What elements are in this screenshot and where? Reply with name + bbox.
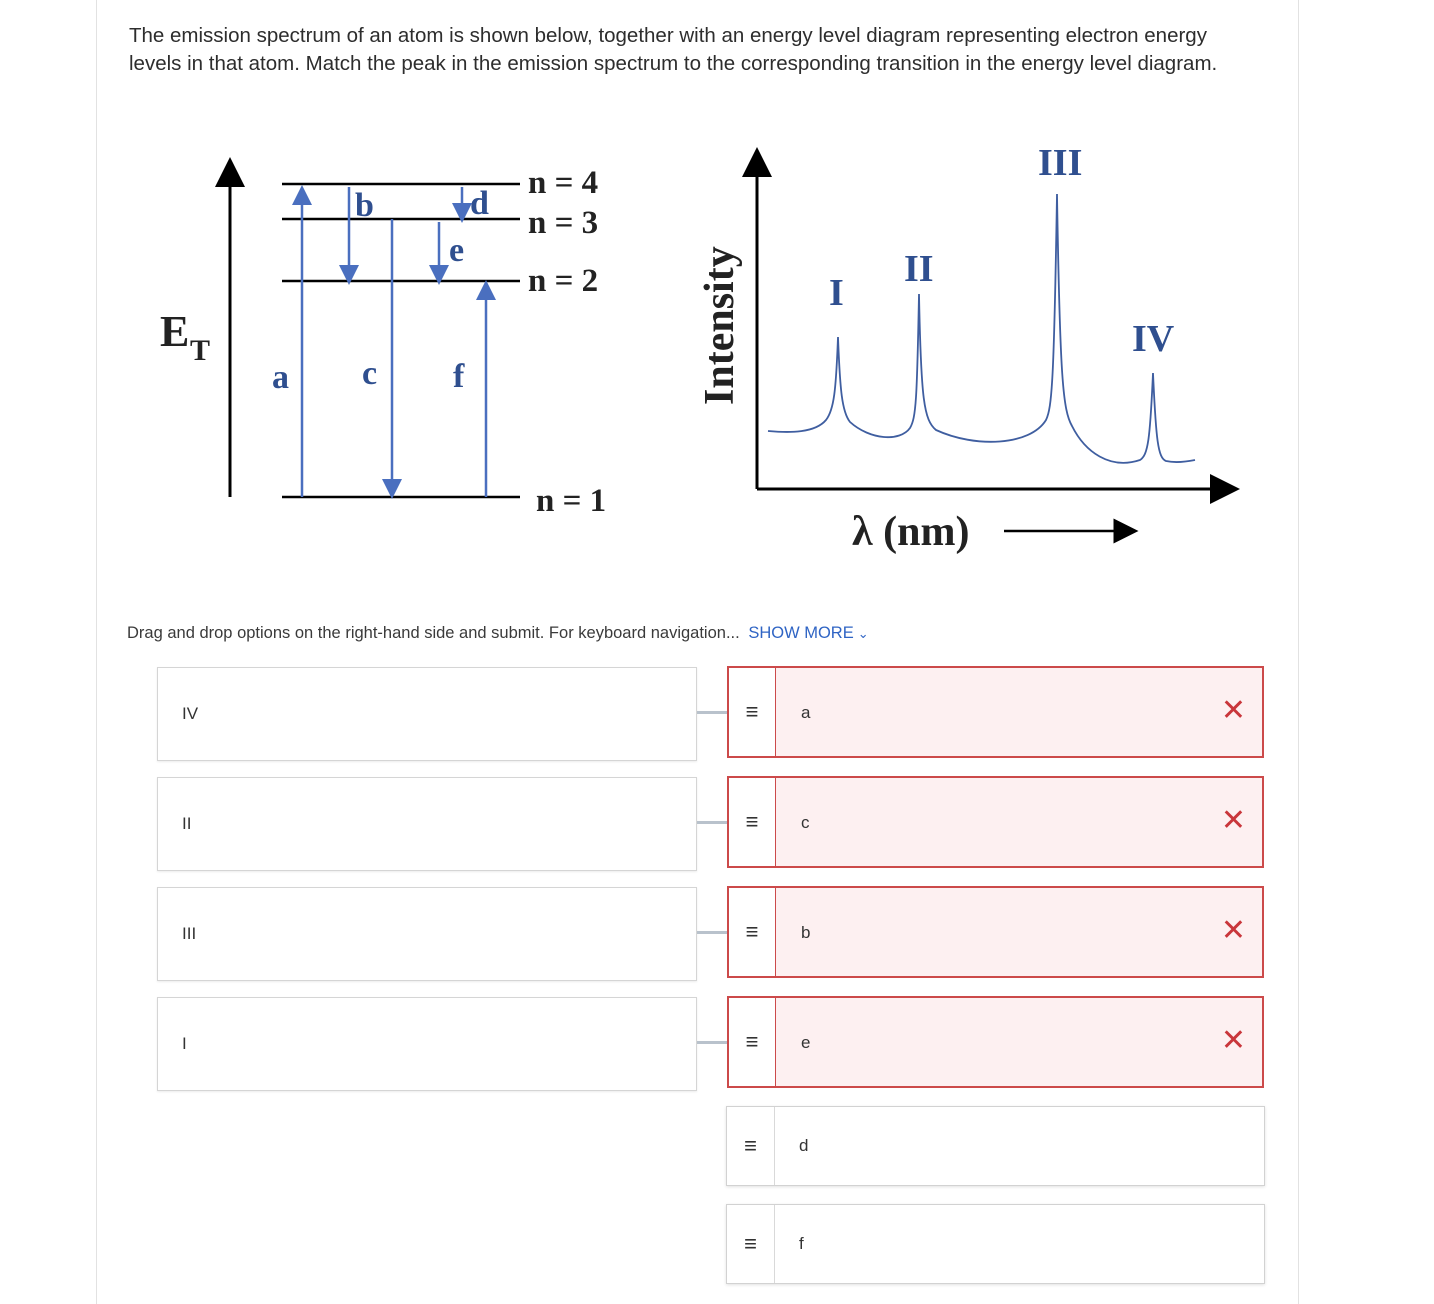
instructions-text: Drag and drop options on the right-hand side and submit. For keyboard navigation... — [127, 624, 740, 642]
drag-handle-icon[interactable]: ≡ — [729, 668, 776, 756]
prompt-label: I — [182, 1034, 187, 1053]
drag-handle-icon[interactable]: ≡ — [727, 1205, 775, 1283]
option-card[interactable] — [726, 1204, 1265, 1284]
option-card[interactable] — [726, 1106, 1265, 1186]
transition-a-label: a — [272, 359, 289, 396]
wavelength-label: λ (nm) — [852, 509, 970, 555]
connector — [697, 931, 727, 934]
answer-slot[interactable] — [727, 666, 1264, 758]
peak-II-label: II — [904, 248, 934, 290]
spectrum-curve — [768, 194, 1195, 463]
incorrect-icon: ✕ — [1220, 914, 1246, 947]
transition-f-label: f — [453, 358, 465, 395]
prompt-box — [157, 667, 697, 761]
answer-slot[interactable] — [727, 776, 1264, 868]
connector — [697, 711, 727, 714]
connector — [697, 1041, 727, 1044]
show-more-link[interactable]: SHOW MORE ⌄ — [748, 624, 869, 642]
question-figure — [140, 140, 1250, 570]
answer-value: b — [801, 923, 811, 942]
option-value: d — [799, 1136, 809, 1155]
answer-slot[interactable] — [727, 886, 1264, 978]
chevron-down-icon: ⌄ — [857, 626, 869, 641]
prompt-label: IV — [182, 704, 199, 723]
prompt-box — [157, 777, 697, 871]
drag-handle-icon[interactable]: ≡ — [729, 778, 776, 866]
connector — [697, 821, 727, 824]
peak-I-label: I — [829, 272, 844, 314]
drag-handle-icon[interactable]: ≡ — [727, 1107, 775, 1185]
peak-IV-label: IV — [1132, 318, 1175, 360]
level-n1-label: n = 1 — [536, 483, 607, 519]
transition-b-label: b — [355, 187, 374, 224]
answer-slot[interactable] — [727, 996, 1264, 1088]
prompt-box — [157, 997, 697, 1091]
drag-handle-icon[interactable]: ≡ — [729, 888, 776, 976]
intensity-label: Intensity — [697, 246, 743, 405]
energy-axis-label: E — [160, 307, 190, 356]
level-n2-label: n = 2 — [528, 263, 599, 299]
prompt-box — [157, 887, 697, 981]
incorrect-icon: ✕ — [1220, 694, 1246, 727]
prompt-label: III — [182, 924, 197, 943]
level-n3-label: n = 3 — [528, 205, 599, 241]
option-value: f — [799, 1234, 804, 1253]
answer-value: c — [801, 813, 810, 832]
peak-III-label: III — [1038, 142, 1083, 184]
level-n4-label: n = 4 — [528, 165, 599, 201]
incorrect-icon: ✕ — [1220, 1024, 1246, 1057]
answer-value: a — [801, 703, 811, 722]
transition-c-label: c — [362, 355, 378, 392]
energy-axis-subscript: T — [190, 334, 211, 367]
transition-e-label: e — [449, 232, 465, 269]
question-text: The emission spectrum of an atom is shown below, together with an energy level diagram representing electron energy levels in that atom. Match the peak in the emission spectrum to the corresponding transition in the energy level diagram. — [129, 24, 1218, 75]
transition-d-label: d — [470, 185, 489, 222]
prompt-label: II — [182, 814, 192, 833]
instructions — [127, 624, 869, 643]
incorrect-icon: ✕ — [1220, 804, 1246, 837]
answer-value: e — [801, 1033, 811, 1052]
drag-handle-icon[interactable]: ≡ — [729, 998, 776, 1086]
